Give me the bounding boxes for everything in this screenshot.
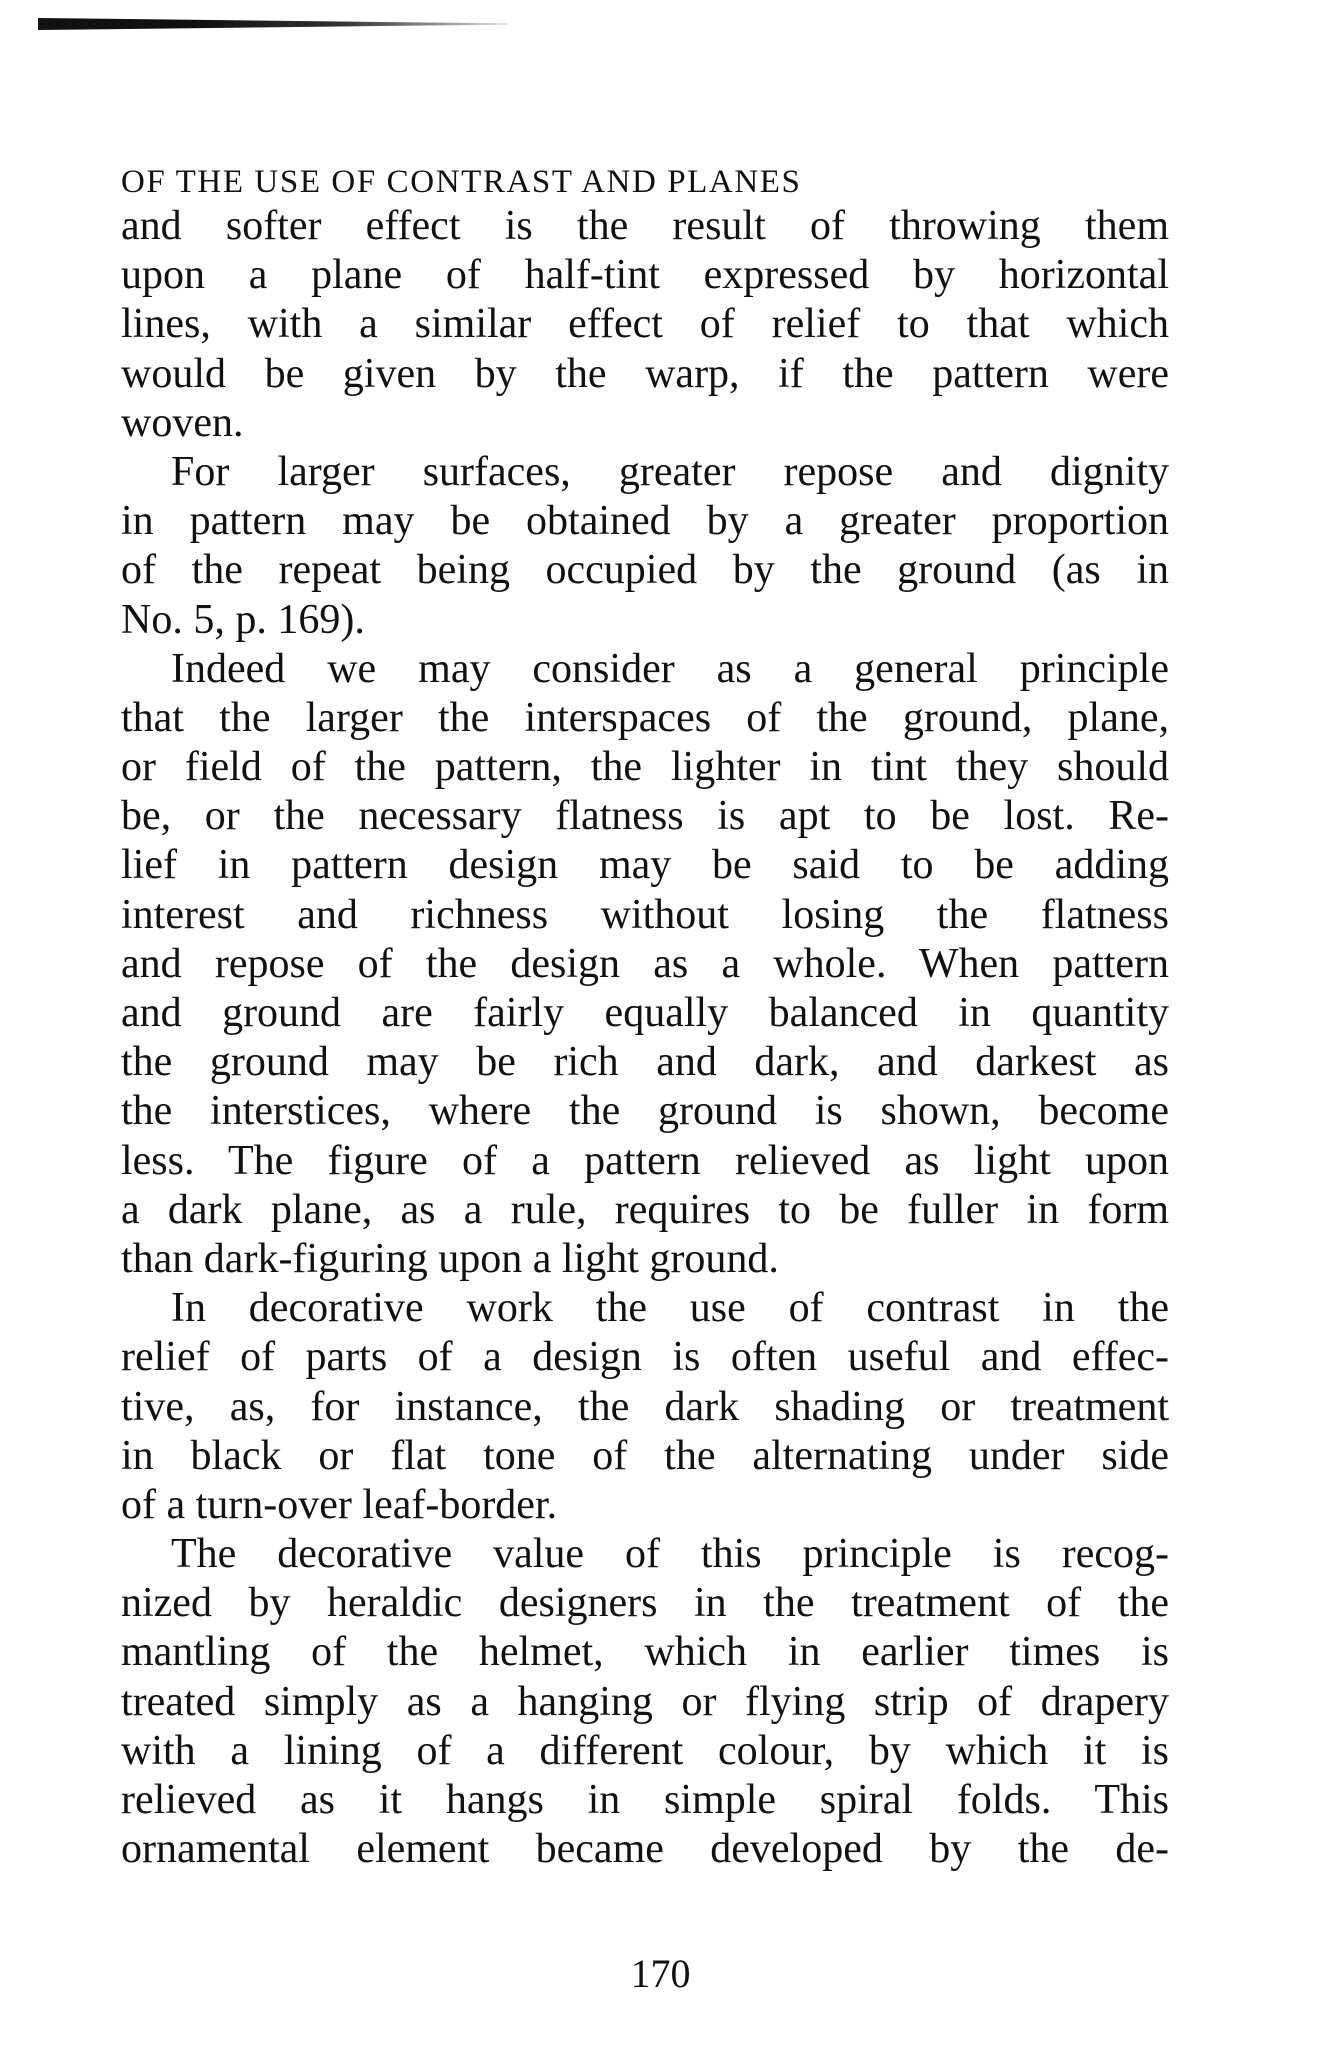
text-line: or field of the pattern, the lighter in tint they should	[121, 744, 1169, 791]
text-line: treated simply as a hanging or flying strip of drapery	[121, 1678, 1169, 1725]
top-rule	[38, 18, 508, 30]
text-line: a dark plane, as a rule, requires to be fuller in form	[121, 1186, 1169, 1233]
paragraph-2	[121, 448, 1169, 645]
text-line: No. 5, p. 169).	[121, 596, 365, 643]
text-line: lines, with a similar effect of relief to that which	[121, 301, 1169, 348]
text-line: of a turn-over leaf-border.	[121, 1481, 558, 1528]
text-line: upon a plane of half-tint expressed by horizontal	[121, 252, 1169, 299]
paragraph-1	[121, 202, 1169, 448]
running-head: OF THE USE OF CONTRAST AND PLANES	[121, 164, 802, 200]
page-text	[121, 162, 1169, 1874]
text-line: would be given by the warp, if the pattern were	[121, 350, 1169, 397]
text-line: nized by heraldic designers in the treatment of the	[121, 1580, 1169, 1627]
text-line: the interstices, where the ground is shown, become	[121, 1088, 1169, 1135]
text-line: woven.	[121, 399, 244, 446]
text-line: In decorative work the use of contrast in the	[171, 1285, 1169, 1332]
text-line: and softer effect is the result of throwing them	[121, 203, 1169, 249]
paragraph-4	[121, 1284, 1169, 1530]
text-line: be, or the necessary flatness is apt to be lost. Re-	[121, 793, 1169, 840]
text-line: in black or flat tone of the alternating under side	[121, 1432, 1169, 1479]
text-line: in pattern may be obtained by a greater proportion	[121, 498, 1169, 545]
text-line: The decorative value of this principle is recog-	[171, 1531, 1169, 1578]
page-number: 170	[630, 1951, 691, 1996]
text-line: relieved as it hangs in simple spiral folds. This	[121, 1777, 1169, 1823]
text-line: of the repeat being occupied by the ground (as in	[121, 547, 1169, 594]
text-line: less. The figure of a pattern relieved as light upon	[121, 1137, 1169, 1184]
text-line: relief of parts of a design is often useful and effec-	[121, 1334, 1169, 1381]
text-line: mantling of the helmet, which in earlier times is	[121, 1629, 1169, 1676]
text-line: and ground are fairly equally balanced in quantity	[121, 990, 1169, 1036]
text-line: Indeed we may consider as a general principle	[171, 645, 1169, 692]
text-line: the ground may be rich and dark, and darkest as	[121, 1039, 1169, 1086]
text-line: than dark-figuring upon a light ground.	[121, 1235, 779, 1282]
text-line: with a lining of a different colour, by which it is	[121, 1727, 1169, 1774]
paragraph-3	[121, 645, 1169, 1284]
text-line: and repose of the design as a whole. When pattern	[121, 940, 1169, 987]
text-line: ornamental element became developed by the de-	[121, 1826, 1169, 1873]
text-line: lief in pattern design may be said to be adding	[121, 842, 1169, 889]
text-line: that the larger the interspaces of the ground, plane,	[121, 694, 1169, 741]
text-line: For larger surfaces, greater repose and dignity	[171, 448, 1169, 495]
text-line: interest and richness without losing the flatness	[121, 891, 1169, 938]
paragraph-5	[121, 1530, 1169, 1874]
text-line: tive, as, for instance, the dark shading or treatment	[121, 1383, 1169, 1430]
